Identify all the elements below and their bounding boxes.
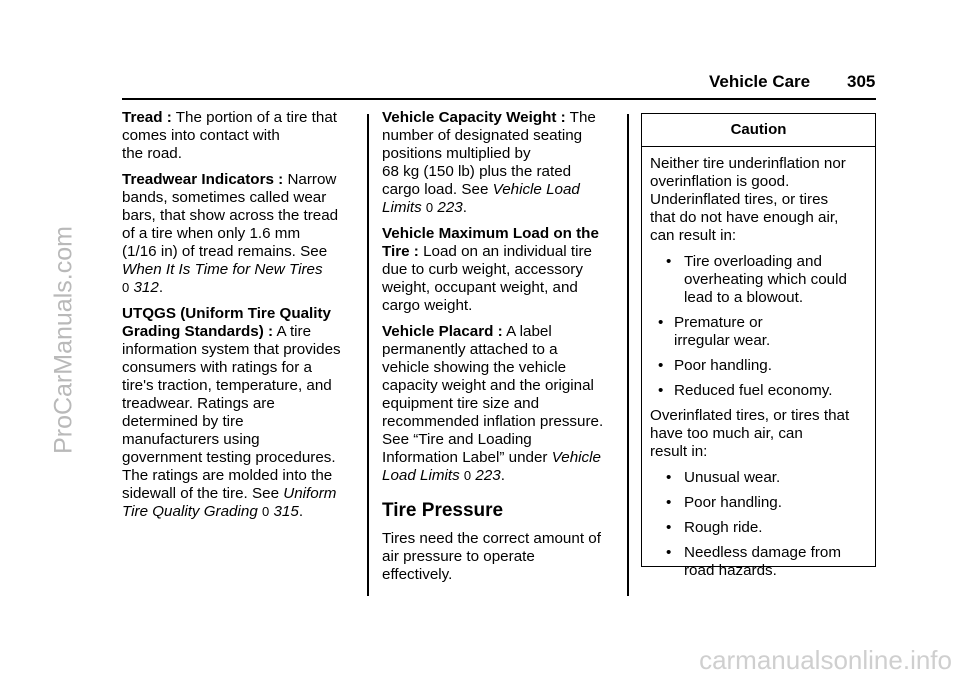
- cross-reference-link[interactable]: When It Is Time for New Tires: [122, 261, 323, 278]
- term-vehicle-maximum-load-cont: Tire :: [382, 243, 419, 260]
- cross-reference-link[interactable]: Uniform: [283, 485, 337, 502]
- list-item-text: lead to a blowout.: [684, 289, 804, 306]
- term-utqgs: UTQGS (Uniform Tire Quality: [122, 305, 331, 322]
- tread-line: The portion of a tire that: [175, 109, 337, 126]
- definition-vehicle-capacity-weight: [382, 109, 620, 217]
- caution-line: can result in:: [650, 227, 737, 244]
- column-divider-2: [627, 114, 629, 596]
- utqgs-line: consumers with ratings for a: [122, 359, 312, 376]
- utqgs-line: The ratings are molded into the: [122, 467, 333, 484]
- caution-intro: [650, 155, 875, 245]
- list-item-text: Poor handling.: [674, 357, 772, 374]
- caution-title: Caution: [642, 114, 875, 147]
- caution-line: overinflation is good.: [650, 173, 790, 190]
- column-1: [122, 109, 358, 529]
- bullet-icon: •: [658, 382, 664, 399]
- term-utqgs-cont: Grading Standards) :: [122, 323, 274, 340]
- watermark-procarmanuals: ProCarManuals.com: [49, 226, 78, 454]
- list-item-text: Tire overloading and: [684, 253, 822, 270]
- cross-reference-link[interactable]: Load Limits: [382, 467, 460, 484]
- treadwear-line: (1/16 in) of tread remains. See: [122, 243, 328, 260]
- term-vehicle-placard: Vehicle Placard :: [382, 323, 503, 340]
- cross-reference-page[interactable]: 312: [133, 279, 159, 296]
- term-vehicle-capacity-weight: Vehicle Capacity Weight :: [382, 109, 566, 126]
- list-item-text: Needless damage from: [684, 544, 842, 561]
- treadwear-line: Narrow: [287, 171, 337, 188]
- definition-treadwear-indicators: [122, 171, 358, 297]
- tire-pressure-line: air pressure to operate: [382, 548, 535, 565]
- tread-line: comes into contact with: [122, 127, 280, 144]
- punctuation: .: [500, 467, 505, 484]
- cross-reference-link[interactable]: Tire Quality Grading: [122, 503, 258, 520]
- underinflation-list: [650, 253, 875, 400]
- capacity-line: number of designated seating: [382, 127, 583, 144]
- caution-line: Neither tire underinflation nor: [650, 155, 846, 172]
- capacity-line: The: [569, 109, 596, 126]
- caution-line: Overinflated tires, or tires that: [650, 407, 850, 424]
- list-item: [650, 519, 875, 537]
- max-load-line: due to curb weight, accessory: [382, 261, 583, 278]
- cross-reference-page[interactable]: 315: [273, 503, 299, 520]
- list-item: [650, 469, 875, 487]
- placard-line: permanently attached to a: [382, 341, 558, 358]
- bullet-icon: •: [658, 314, 664, 331]
- list-item-text: irregular wear.: [674, 332, 771, 349]
- utqgs-line: government testing procedures.: [122, 449, 336, 466]
- list-item: [650, 357, 875, 375]
- list-item-text: Rough ride.: [684, 519, 763, 536]
- cross-reference-link[interactable]: Vehicle: [551, 449, 601, 466]
- utqgs-line: manufacturers using: [122, 431, 260, 448]
- column-divider-1: [367, 114, 369, 596]
- placard-line: recommended inflation pressure.: [382, 413, 604, 430]
- list-item-text: road hazards.: [684, 562, 777, 579]
- definition-tread: [122, 109, 358, 163]
- term-treadwear-indicators: Treadwear Indicators :: [122, 171, 284, 188]
- caution-line: have too much air, can: [650, 425, 803, 442]
- term-tread: Tread :: [122, 109, 172, 126]
- page-arrow-icon: 0: [262, 504, 270, 519]
- cross-reference-page[interactable]: 223: [437, 199, 463, 216]
- tire-pressure-line: effectively.: [382, 566, 453, 583]
- tire-pressure-line: Tires need the correct amount of: [382, 530, 601, 547]
- punctuation: .: [298, 503, 304, 520]
- bullet-icon: •: [658, 357, 664, 374]
- list-item-text: overheating which could: [684, 271, 847, 288]
- list-item-text: Premature or: [674, 314, 763, 331]
- tire-pressure-paragraph: [382, 530, 620, 584]
- page-arrow-icon: 0: [122, 280, 130, 295]
- caution-overinflation-intro: [650, 407, 875, 461]
- definition-vehicle-placard: [382, 323, 620, 485]
- max-load-line: weight, occupant weight, and: [382, 279, 578, 296]
- placard-line: equipment tire size and: [382, 395, 540, 412]
- punctuation: .: [158, 279, 164, 296]
- page-arrow-icon: 0: [463, 468, 472, 483]
- bullet-icon: •: [666, 253, 672, 270]
- max-load-line: cargo weight.: [382, 297, 473, 314]
- list-item: [650, 544, 875, 580]
- tread-line: the road.: [122, 145, 182, 162]
- cross-reference-page[interactable]: 223: [475, 467, 501, 484]
- list-item-text: Unusual wear.: [684, 469, 781, 486]
- bullet-icon: •: [666, 544, 672, 561]
- list-item-text: Poor handling.: [684, 494, 782, 511]
- utqgs-line: A tire: [276, 323, 312, 340]
- utqgs-line: sidewall of the tire. See: [122, 485, 280, 502]
- section-heading-tire-pressure: Tire Pressure: [382, 500, 504, 521]
- caution-line: Underinflated tires, or tires: [650, 191, 829, 208]
- page-number: 305: [847, 72, 876, 91]
- caution-line: result in:: [650, 443, 708, 460]
- treadwear-line: bars, that show across the tread: [122, 207, 339, 224]
- list-item: [650, 494, 875, 512]
- placard-line: A label: [506, 323, 552, 340]
- max-load-line: Load on an individual tire: [423, 243, 592, 260]
- capacity-line: cargo load. See: [382, 181, 489, 198]
- capacity-line: 68 kg (150 lb) plus the rated: [382, 163, 572, 180]
- column-2: [382, 109, 620, 592]
- list-item-text: Reduced fuel economy.: [674, 382, 833, 399]
- cross-reference-link[interactable]: Limits: [382, 199, 422, 216]
- bullet-icon: •: [666, 494, 672, 511]
- placard-line: vehicle showing the vehicle: [382, 359, 567, 376]
- cross-reference-link[interactable]: Vehicle Load: [492, 181, 580, 198]
- utqgs-line: treadwear. Ratings are: [122, 395, 275, 412]
- overinflation-list: [650, 469, 875, 580]
- caution-box: [641, 113, 876, 579]
- definition-vehicle-maximum-load: [382, 225, 620, 315]
- utqgs-line: information system that provides: [122, 341, 341, 358]
- list-item: [650, 314, 875, 350]
- bullet-icon: •: [666, 519, 672, 536]
- header-rule: [122, 98, 876, 100]
- caution-line: that do not have enough air,: [650, 209, 839, 226]
- running-header-title: Vehicle Care: [709, 72, 811, 91]
- placard-line: Information Label” under: [382, 449, 548, 466]
- watermark-carmanualsonline: carmanualsonline.info: [699, 645, 952, 675]
- treadwear-line: bands, sometimes called wear: [122, 189, 327, 206]
- bullet-icon: •: [666, 469, 672, 486]
- definition-utqgs: [122, 305, 358, 521]
- term-vehicle-maximum-load: Vehicle Maximum Load on the: [382, 225, 599, 242]
- page-arrow-icon: 0: [425, 200, 434, 215]
- treadwear-line: of a tire when only 1.6 mm: [122, 225, 301, 242]
- punctuation: .: [462, 199, 467, 216]
- utqgs-line: determined by tire: [122, 413, 244, 430]
- list-item: [650, 253, 875, 307]
- placard-line: capacity weight and the original: [382, 377, 594, 394]
- utqgs-line: tire's traction, temperature, and: [122, 377, 332, 394]
- capacity-line: positions multiplied by: [382, 145, 531, 162]
- caution-body: [642, 147, 875, 580]
- placard-line: See “Tire and Loading: [382, 431, 532, 448]
- list-item: [650, 382, 875, 400]
